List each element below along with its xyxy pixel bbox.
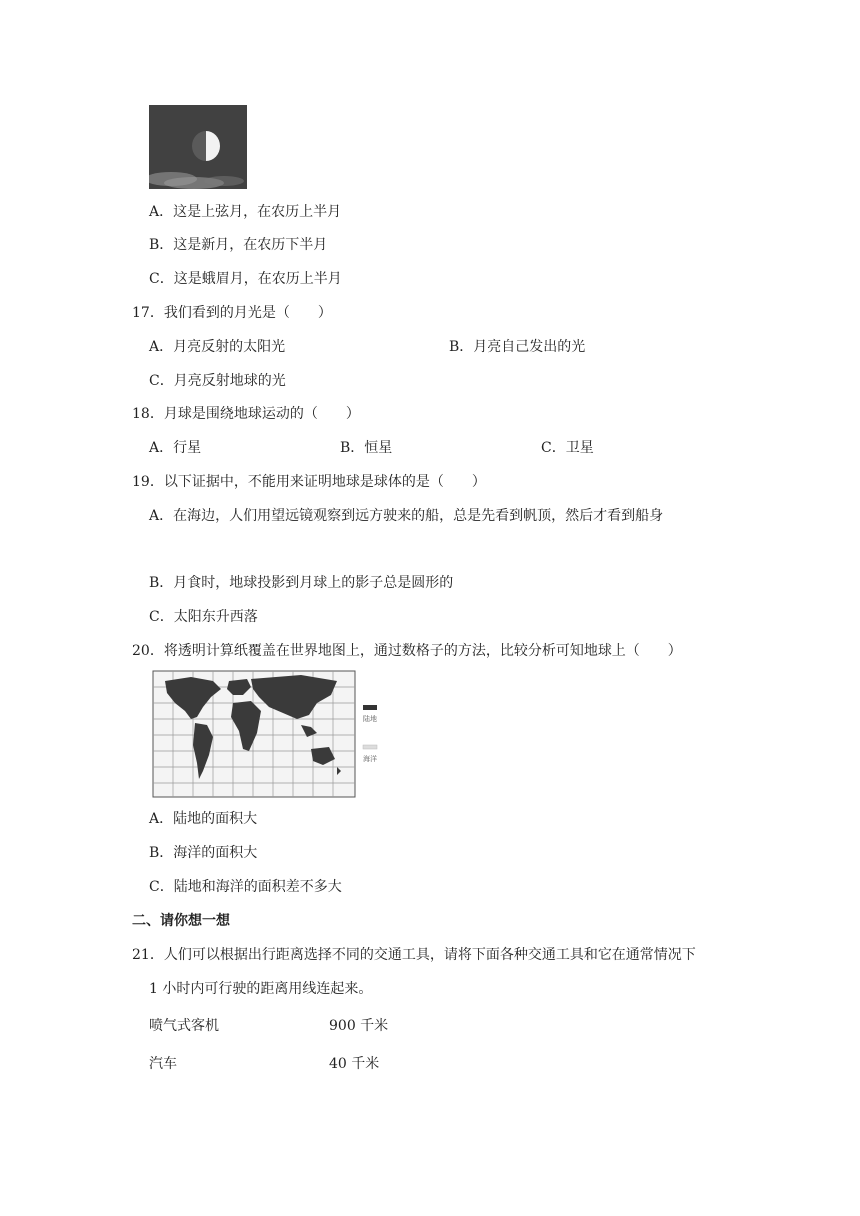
q19-option-c: C．太阳东升西落 xyxy=(149,609,258,625)
q21-distance-1: 900 千米 xyxy=(329,1018,389,1034)
q17-option-c: C．月亮反射地球的光 xyxy=(149,373,286,389)
legend-land-label: 陆地 xyxy=(363,715,377,723)
q16-option-b: B．这是新月，在农历下半月 xyxy=(149,237,328,253)
half-moon-photo xyxy=(149,105,247,189)
q18-option-a: A．行星 xyxy=(149,440,202,456)
world-map-grid-figure xyxy=(151,667,383,801)
q18-option-b: B．恒星 xyxy=(340,440,393,456)
q19-option-a: A．在海边，人们用望远镜观察到远方驶来的船，总是先看到帆顶，然后才看到船身 xyxy=(149,508,664,524)
q21-vehicle-1: 喷气式客机 xyxy=(149,1018,219,1034)
q17-option-a: A．月亮反射的太阳光 xyxy=(149,339,286,355)
q21-stem-line1: 21．人们可以根据出行距离选择不同的交通工具，请将下面各种交通工具和它在通常情况下 xyxy=(132,947,696,963)
q21-stem-line2: 1 小时内可行驶的距离用线连起来。 xyxy=(149,981,373,997)
q19-stem: 19．以下证据中，不能用来证明地球是球体的是（ ） xyxy=(132,474,486,490)
q20-option-b: B．海洋的面积大 xyxy=(149,845,258,861)
q18-stem: 18．月球是围绕地球运动的（ ） xyxy=(132,406,360,422)
q17-stem: 17．我们看到的月光是（ ） xyxy=(132,305,332,321)
section-title: 二、请你想一想 xyxy=(132,913,230,929)
q18-option-c: C．卫星 xyxy=(541,440,594,456)
q19-option-b: B．月食时，地球投影到月球上的影子总是圆形的 xyxy=(149,575,454,591)
legend-ocean-label: 海洋 xyxy=(363,755,377,763)
q21-vehicle-2: 汽车 xyxy=(149,1056,177,1072)
q20-option-a: A．陆地的面积大 xyxy=(149,811,258,827)
q20-option-c: C．陆地和海洋的面积差不多大 xyxy=(149,879,342,895)
q20-stem: 20．将透明计算纸覆盖在世界地图上，通过数格子的方法，比较分析可知地球上（ ） xyxy=(132,643,682,659)
q16-option-c: C．这是蛾眉月，在农历上半月 xyxy=(149,271,342,287)
q21-distance-2: 40 千米 xyxy=(329,1056,380,1072)
q16-option-a: A．这是上弦月，在农历上半月 xyxy=(149,204,342,220)
q17-option-b: B．月亮自己发出的光 xyxy=(449,339,586,355)
